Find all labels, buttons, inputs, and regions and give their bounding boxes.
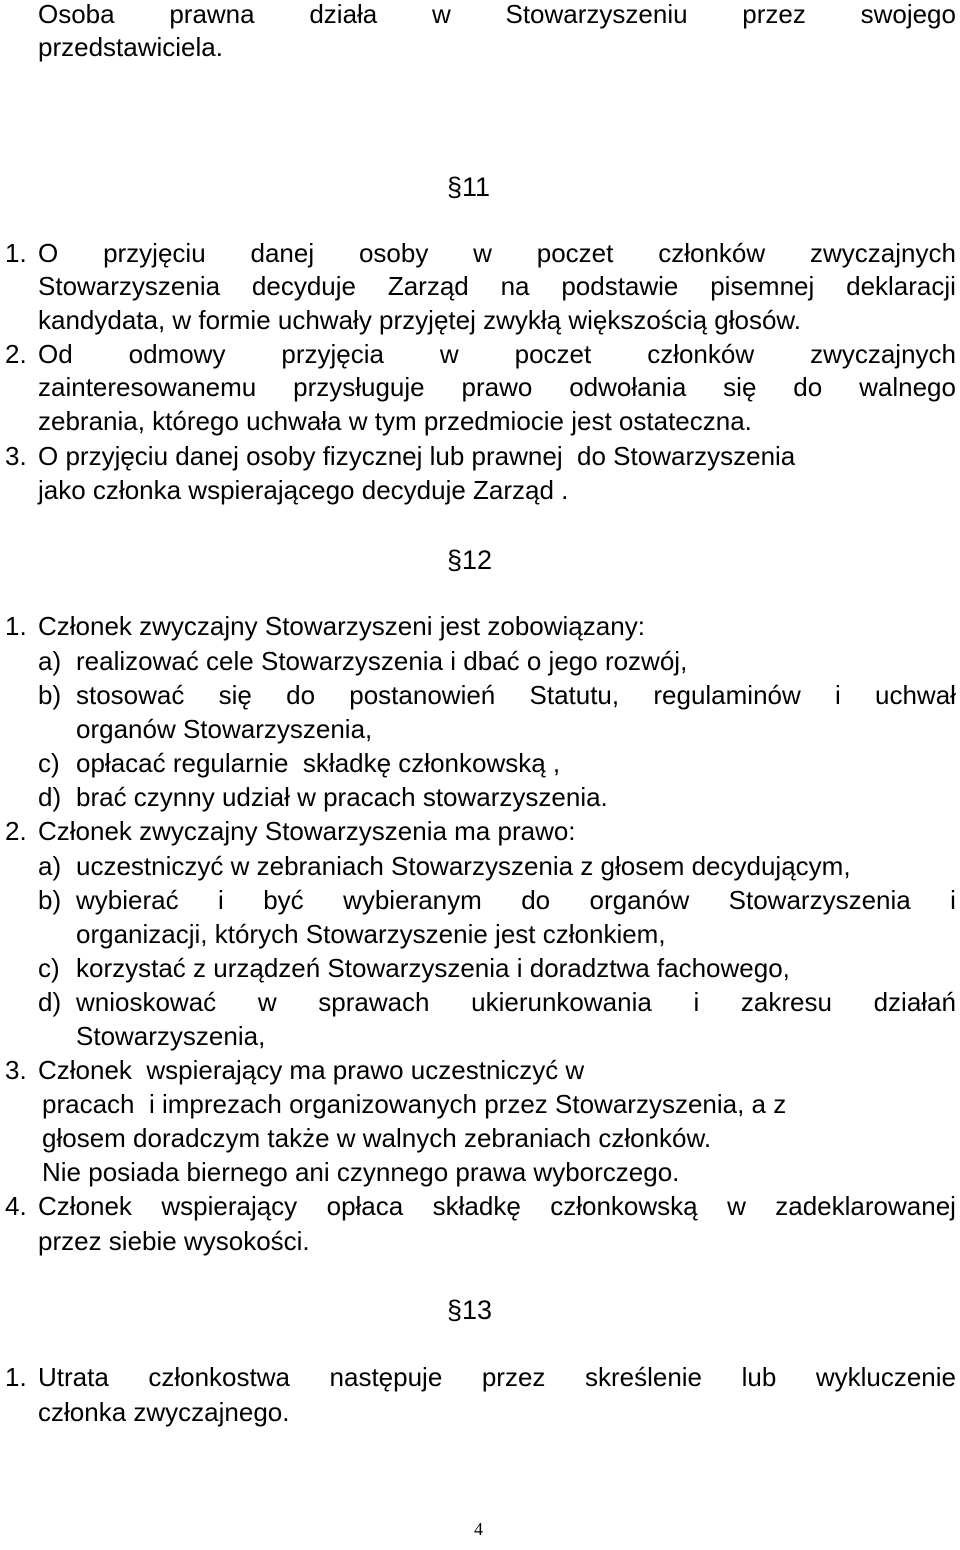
section-number: 11 <box>462 172 491 202</box>
section-13-heading <box>447 1293 492 1327</box>
word: ukierunkowania <box>471 987 652 1017</box>
word: członkowską <box>550 1191 698 1221</box>
intro-line-1 <box>38 0 956 30</box>
s12-p2-heading: Członek zwyczajny Stowarzyszenia ma prawo: <box>38 816 576 846</box>
word: skreślenie <box>584 1362 703 1392</box>
word: prawna <box>169 0 255 29</box>
s12-p4-number: 4. <box>5 1191 27 1221</box>
word: do <box>521 885 551 915</box>
s11-p3-line-1: O przyjęciu danej osoby fizycznej lub prawnej do Stowarzyszenia <box>38 441 796 471</box>
word: przez <box>481 1362 546 1392</box>
s12-p1-c-label: c) <box>38 748 60 778</box>
word: Osoba <box>38 0 115 29</box>
word: poczet <box>536 238 614 268</box>
word: deklaracji <box>846 271 956 301</box>
s11-p1-line-2 <box>38 270 956 302</box>
word: działa <box>309 0 378 29</box>
s11-p1-line-1 <box>38 237 956 269</box>
word: walnego <box>859 372 956 402</box>
word: O <box>38 238 59 268</box>
word: postanowień <box>349 680 496 710</box>
word: przyjęcia <box>281 339 384 369</box>
s12-p2-a-label: a) <box>38 851 62 881</box>
section-number: 13 <box>462 1295 493 1325</box>
s12-p2-d-line-1 <box>76 986 956 1018</box>
word: być <box>263 885 304 915</box>
word: danej <box>250 238 315 268</box>
intro-line-2: przedstawiciela. <box>38 32 223 62</box>
word: do <box>286 680 316 710</box>
s12-p2-d-line-2: Stowarzyszenia, <box>76 1021 266 1051</box>
s12-p2-b-line-2: organizacji, których Stowarzyszenie jest członkiem, <box>76 919 666 949</box>
section-number: 12 <box>462 545 493 575</box>
word: wspierający <box>161 1191 298 1221</box>
word: odwołania <box>569 372 687 402</box>
word: wnioskować <box>76 987 217 1017</box>
s12-p1-c-text: opłacać regularnie składkę członkowską , <box>76 748 561 778</box>
section-symbol: § <box>447 1295 463 1325</box>
word: pisemnej <box>710 271 815 301</box>
s11-p1-number: 1. <box>5 238 27 268</box>
s11-p2-line-1 <box>38 338 956 370</box>
word: i <box>950 885 956 915</box>
word: sprawach <box>318 987 430 1017</box>
word: członkostwa <box>148 1362 290 1392</box>
s13-p1-line-2: członka zwyczajnego. <box>38 1397 290 1427</box>
word: się <box>723 372 757 402</box>
s12-p1-d-label: d) <box>38 782 62 812</box>
word: uchwał <box>875 680 956 710</box>
s12-p3-line-3: głosem doradczym także w walnych zebraniach członków. <box>42 1123 712 1153</box>
s11-p2-line-3: zebrania, którego uchwała w tym przedmiocie jest ostateczna. <box>38 406 752 436</box>
word: podstawie <box>561 271 679 301</box>
s12-p1-b-label: b) <box>38 680 62 710</box>
s11-p1-line-3: kandydata, w formie uchwały przyjętej zwykłą większością głosów. <box>38 305 801 335</box>
s12-p2-b-label: b) <box>38 885 62 915</box>
s12-p3-line-2: pracach i imprezach organizowanych przez Stowarzyszenia, a z <box>42 1089 787 1119</box>
s13-p1-number: 1. <box>5 1362 27 1392</box>
s12-p3-line-4: Nie posiada biernego ani czynnego prawa wyborczego. <box>42 1157 680 1187</box>
word: Statutu, <box>529 680 620 710</box>
word: wykluczenie <box>815 1362 956 1392</box>
s12-p1-b-line-2: organów Stowarzyszenia, <box>76 714 373 744</box>
s13-p1-line-1 <box>38 1361 956 1393</box>
word: Utrata <box>38 1362 109 1392</box>
word: organów <box>589 885 690 915</box>
s12-p1-d-text: brać czynny udział w pracach stowarzyszenia. <box>76 782 608 812</box>
word: do <box>793 372 823 402</box>
word: składkę <box>432 1191 521 1221</box>
word: osoby <box>358 238 429 268</box>
word: stosować <box>76 680 185 710</box>
word: przysługuje <box>293 372 425 402</box>
word: zakresu <box>740 987 832 1017</box>
page-number: 4 <box>474 1519 483 1539</box>
word: w <box>257 987 277 1017</box>
word: wybierać <box>76 885 179 915</box>
s11-p3-line-2: jako członka wspierającego decyduje Zarząd . <box>38 475 569 505</box>
word: wybieranym <box>343 885 482 915</box>
section-symbol: § <box>447 172 463 202</box>
word: Członek <box>38 1191 132 1221</box>
word: przez <box>742 0 806 29</box>
word: i <box>835 680 841 710</box>
word: członków <box>658 238 766 268</box>
word: Stowarzyszenia <box>728 885 911 915</box>
word: następuje <box>329 1362 443 1392</box>
s12-p4-line-2: przez siebie wysokości. <box>38 1226 310 1256</box>
word: i <box>693 987 700 1017</box>
s12-p3-number: 3. <box>5 1055 27 1085</box>
word: lub <box>741 1362 777 1392</box>
word: odmowy <box>128 339 226 369</box>
word: członków <box>647 339 755 369</box>
word: się <box>218 680 252 710</box>
word: Zarząd <box>387 271 469 301</box>
section-12-heading <box>447 543 492 577</box>
word: opłaca <box>326 1191 404 1221</box>
word: Stowarzyszeniu <box>505 0 688 29</box>
word: zwyczajnych <box>809 238 956 268</box>
s12-p3-line-1: Członek wspierający ma prawo uczestniczyć w <box>38 1055 585 1085</box>
word: Stowarzyszenia <box>38 271 221 301</box>
s12-p1-heading: Członek zwyczajny Stowarzyszeni jest zobowiązany: <box>38 611 645 641</box>
s11-p3-number: 3. <box>5 441 27 471</box>
s11-p2-number: 2. <box>5 339 27 369</box>
word: regulaminów <box>653 680 801 710</box>
s12-p1-a-text: realizować cele Stowarzyszenia i dbać o jego rozwój, <box>76 646 688 676</box>
section-11-heading <box>447 170 490 204</box>
word: w <box>727 1191 746 1221</box>
section-symbol: § <box>447 545 463 575</box>
s12-p2-c-label: c) <box>38 953 60 983</box>
s12-p2-b-line-1 <box>76 884 956 916</box>
s11-p2-line-2 <box>38 371 956 403</box>
word: w <box>473 238 492 268</box>
word: zadeklarowanej <box>775 1191 956 1221</box>
s12-p2-number: 2. <box>5 816 27 846</box>
s12-p1-b-line-1 <box>76 679 956 711</box>
word: zainteresowanemu <box>38 372 257 402</box>
word: poczet <box>514 339 592 369</box>
word: na <box>500 271 530 301</box>
word: przyjęciu <box>103 238 206 268</box>
word: w <box>431 0 451 29</box>
s12-p2-a-text: uczestniczyć w zebraniach Stowarzyszenia z głosem decydującym, <box>76 851 851 881</box>
word: działań <box>873 987 956 1017</box>
s12-p1-a-label: a) <box>38 646 62 676</box>
word: swojego <box>860 0 956 29</box>
s12-p2-c-text: korzystać z urządzeń Stowarzyszenia i doradztwa fachowego, <box>76 953 790 983</box>
word: prawo <box>461 372 533 402</box>
word: zwyczajnych <box>810 339 956 369</box>
word: w <box>439 339 459 369</box>
word: Od <box>38 339 73 369</box>
word: i <box>218 885 224 915</box>
s12-p2-d-label: d) <box>38 987 62 1017</box>
s12-p1-number: 1. <box>5 611 27 641</box>
s12-p4-line-1 <box>38 1190 956 1222</box>
word: decyduje <box>251 271 356 301</box>
